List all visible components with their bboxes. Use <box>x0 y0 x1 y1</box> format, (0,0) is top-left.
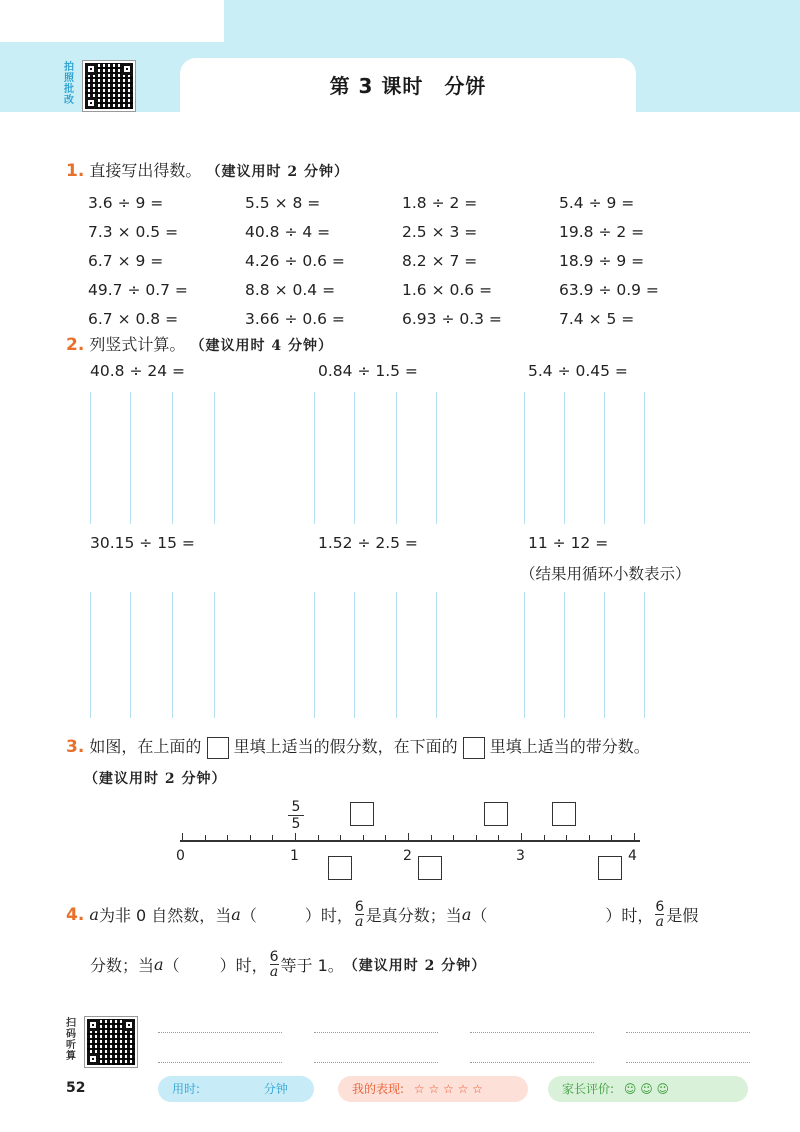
q1-item: 6.7 × 0.8 = <box>88 309 179 328</box>
axis-label: 1 <box>290 848 299 864</box>
q3-number: 3. <box>66 737 85 757</box>
q2-number: 2. <box>66 335 85 355</box>
q4-var: a <box>89 905 99 924</box>
q2-item: 40.8 ÷ 24 = <box>90 362 185 380</box>
q1-row <box>88 275 728 304</box>
lower-answer-box[interactable] <box>598 856 622 880</box>
minor-tick <box>385 835 386 841</box>
q4-line2 <box>90 950 486 979</box>
q1-row <box>88 188 728 217</box>
minor-tick <box>318 835 319 841</box>
major-tick <box>408 833 409 841</box>
axis-label: 2 <box>403 848 412 864</box>
answer-line[interactable] <box>158 1032 282 1033</box>
q4-text: 分数；当 <box>90 956 155 975</box>
qr-label-top: 拍照批改 <box>64 62 74 106</box>
fraction-five-fifths <box>288 800 304 831</box>
minor-tick <box>589 835 590 841</box>
q4-text: 为非 0 自然数，当 <box>98 906 232 925</box>
answer-line[interactable] <box>314 1062 438 1063</box>
q4-text: 等于 1。 <box>280 956 344 975</box>
q2-item: 0.84 ÷ 1.5 = <box>318 362 418 380</box>
qr-code-bottom[interactable] <box>84 1016 138 1068</box>
q1-text: 直接写出得数。 <box>89 161 202 180</box>
time-pill <box>158 1076 314 1102</box>
q1-item: 63.9 ÷ 0.9 = <box>559 280 659 299</box>
answer-line[interactable] <box>470 1032 594 1033</box>
page-title: 第 3 课时 分饼 <box>329 74 487 98</box>
upper-answer-box[interactable] <box>484 802 508 826</box>
header-corner <box>0 0 224 42</box>
q2-hint: （建议用时 4 分钟） <box>190 338 333 354</box>
q1-item: 2.5 × 3 = <box>402 222 478 241</box>
q4-var: a <box>154 955 164 974</box>
q2-heading <box>66 332 333 355</box>
q4-line1 <box>66 900 698 929</box>
axis-label: 3 <box>516 848 525 864</box>
lower-answer-box[interactable] <box>328 856 352 880</box>
major-tick <box>295 833 296 841</box>
minor-tick <box>227 835 228 841</box>
minor-tick <box>453 835 454 841</box>
parent-review-pill <box>548 1076 748 1102</box>
q1-row <box>88 246 728 275</box>
lower-answer-box[interactable] <box>418 856 442 880</box>
answer-line[interactable] <box>626 1032 750 1033</box>
q3-text-c: 里填上适当的带分数。 <box>489 737 650 756</box>
q4-text: 是真分数；当 <box>365 906 462 925</box>
minor-tick <box>363 835 364 841</box>
q1-item: 4.26 ÷ 0.6 = <box>245 251 345 270</box>
q3-heading <box>66 734 650 759</box>
fraction-denominator: a <box>655 914 665 930</box>
major-tick <box>521 833 522 841</box>
minor-tick <box>250 835 251 841</box>
q1-item: 49.7 ÷ 0.7 = <box>88 280 188 299</box>
q2-item: 11 ÷ 12 = <box>528 534 609 552</box>
answer-line[interactable] <box>158 1062 282 1063</box>
q2-item: 30.15 ÷ 15 = <box>90 534 195 552</box>
minor-tick <box>205 835 206 841</box>
parent-review-label: 家长评价: <box>562 1082 615 1096</box>
q1-item: 8.2 × 7 = <box>402 251 478 270</box>
fraction-numerator: 6 <box>269 949 279 965</box>
q4-number: 4. <box>66 904 85 925</box>
axis-label: 0 <box>176 848 185 864</box>
smiley-rating-icons[interactable]: ☺ ☺ ☺ <box>623 1082 670 1096</box>
time-unit: 分钟 <box>263 1082 288 1096</box>
q4-text: 是假 <box>666 906 699 925</box>
minor-tick <box>544 835 545 841</box>
minor-tick <box>611 835 612 841</box>
q1-item: 6.93 ÷ 0.3 = <box>402 309 502 328</box>
q1-hint: （建议用时 2 分钟） <box>206 164 349 180</box>
axis-label: 4 <box>628 848 637 864</box>
q3-text-a: 如图，在上面的 <box>89 737 202 756</box>
q1-row <box>88 304 728 333</box>
q1-item: 5.5 × 8 = <box>245 193 321 212</box>
performance-label: 我的表现: <box>352 1082 405 1096</box>
q1-item: 7.4 × 5 = <box>559 309 635 328</box>
q2-work-area-bottom[interactable] <box>90 592 730 718</box>
q1-item: 1.6 × 0.6 = <box>402 280 493 299</box>
qr-code-top[interactable] <box>82 60 136 112</box>
upper-answer-box[interactable] <box>350 802 374 826</box>
q3-hint: （建议用时 2 分钟） <box>84 771 227 787</box>
minor-tick <box>476 835 477 841</box>
star-rating-icons[interactable]: ☆ ☆ ☆ ☆ ☆ <box>413 1082 483 1096</box>
minor-tick <box>272 835 273 841</box>
time-label: 用时: <box>172 1082 201 1096</box>
q1-item: 40.8 ÷ 4 = <box>245 222 331 241</box>
q2-item: 5.4 ÷ 0.45 = <box>528 362 628 380</box>
q1-item: 1.8 ÷ 2 = <box>402 193 478 212</box>
paren-close: ）时， <box>605 906 654 925</box>
q4-var: a <box>461 905 472 924</box>
q1-item: 19.8 ÷ 2 = <box>559 222 645 241</box>
upper-answer-box[interactable] <box>552 802 576 826</box>
q1-item: 3.66 ÷ 0.6 = <box>245 309 345 328</box>
q1-heading <box>66 158 349 181</box>
answer-box-icon <box>207 737 229 759</box>
fraction-denominator: a <box>269 964 279 980</box>
minor-tick <box>340 835 341 841</box>
fraction-denominator: 5 <box>291 816 301 832</box>
answer-line[interactable] <box>314 1032 438 1033</box>
q1-item: 7.3 × 0.5 = <box>88 222 179 241</box>
answer-box-icon <box>463 737 485 759</box>
minor-tick <box>431 835 432 841</box>
q3-text-b: 里填上适当的假分数，在下面的 <box>233 737 458 756</box>
qr-label-bottom: 扫码听算 <box>66 1018 76 1062</box>
answer-line[interactable] <box>470 1062 594 1063</box>
q2-work-area-top[interactable] <box>90 392 730 524</box>
fraction-6-over-a <box>655 900 664 929</box>
performance-pill <box>338 1076 528 1102</box>
answer-line[interactable] <box>626 1062 750 1063</box>
major-tick <box>634 833 635 841</box>
paren-open: （ <box>240 906 257 925</box>
paren-close: ）时， <box>219 956 268 975</box>
q1-item: 5.4 ÷ 9 = <box>559 193 635 212</box>
paren-close: ）时， <box>304 906 353 925</box>
q1-item: 6.7 × 9 = <box>88 251 164 270</box>
minor-tick <box>566 835 567 841</box>
q1-grid <box>88 188 728 333</box>
q2-text: 列竖式计算。 <box>89 335 186 354</box>
paren-open: （ <box>163 956 180 975</box>
q1-item: 18.9 ÷ 9 = <box>559 251 645 270</box>
q1-item: 8.8 × 0.4 = <box>245 280 336 299</box>
major-tick <box>182 833 183 841</box>
q1-item: 3.6 ÷ 9 = <box>88 193 164 212</box>
paren-open: （ <box>471 906 488 925</box>
q1-row <box>88 217 728 246</box>
q4-var: a <box>231 905 241 924</box>
minor-tick <box>498 835 499 841</box>
fraction-denominator: a <box>355 914 364 930</box>
fraction-numerator: 5 <box>291 799 301 815</box>
fraction-numerator: 6 <box>655 899 665 915</box>
q4-hint: （建议用时 2 分钟） <box>343 957 487 974</box>
fraction-6-over-a <box>355 900 364 929</box>
fraction-numerator: 6 <box>354 899 364 915</box>
page-number: 52 <box>66 1080 86 1096</box>
q2-note: （结果用循环小数表示） <box>520 565 691 583</box>
fraction-6-over-a <box>270 950 279 979</box>
q1-number: 1. <box>66 161 85 181</box>
q2-item: 1.52 ÷ 2.5 = <box>318 534 418 552</box>
